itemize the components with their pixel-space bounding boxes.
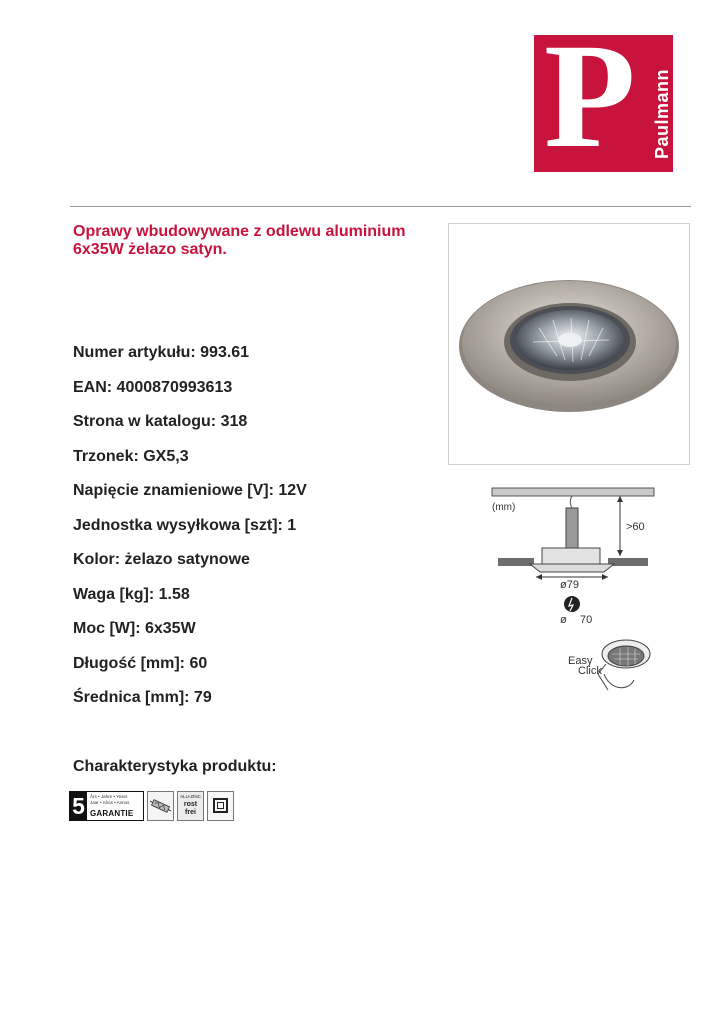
spec-diameter: Średnica [mm]: 79: [73, 689, 212, 706]
protection-class-badge: [207, 791, 234, 821]
unit-label: (mm): [492, 502, 516, 513]
cutout-symbol: ø: [560, 614, 567, 626]
spec-socket: Trzonek: GX5,3: [73, 447, 189, 465]
characteristics-heading: Charakterystyka produktu:: [73, 758, 277, 775]
spec-ean: EAN: 4000870993613: [73, 378, 233, 396]
product-title-line1: Oprawy wbudowywane z odlewu aluminium: [73, 223, 406, 240]
halogen-lamp-badge: [147, 791, 174, 821]
technical-drawing: [448, 478, 690, 704]
alu-zinc-badge: [177, 791, 204, 821]
downlight-image: [449, 224, 689, 464]
guarantee-years-line1: Års • Jahre • Years: [90, 794, 128, 799]
alu-zinc-label: ALU-ZINC: [180, 794, 201, 799]
guarantee-years-line2: Jaar • Ahos • Annos: [90, 800, 130, 805]
product-title-line2: 6x35W żelazo satyn.: [73, 241, 227, 258]
logo-brand-name: Paulmann: [652, 68, 672, 159]
spec-weight: Waga [kg]: 1.58: [73, 585, 190, 603]
spec-catalog-page: Strona w katalogu: 318: [73, 413, 248, 430]
spec-list: [73, 343, 307, 723]
diameter-label: ø79: [560, 579, 579, 591]
product-photo: [448, 223, 690, 465]
height-label: >60: [626, 521, 645, 533]
spec-voltage: Napięcie znamieniowe [V]: 12V: [73, 482, 307, 499]
header-divider: [70, 206, 691, 207]
rost-label: rost: [183, 801, 198, 808]
spec-article-number: Numer artykułu: 993.61: [73, 344, 250, 361]
spec-length: Długość [mm]: 60: [73, 654, 208, 672]
halogen-lamp-icon: [148, 792, 173, 820]
frei-label: frei: [185, 809, 196, 816]
cutout-label: 70: [580, 614, 593, 626]
paulmann-logo: [534, 13, 673, 179]
guarantee-word: GARANTIE: [90, 809, 134, 818]
logo-letter: P: [544, 13, 636, 179]
dimension-drawing: [448, 478, 690, 704]
guarantee-badge: [69, 791, 144, 821]
click-label: Click: [578, 665, 602, 677]
spec-shipping-unit: Jednostka wysyłkowa [szt]: 1: [73, 516, 297, 534]
guarantee-number: 5: [70, 792, 87, 820]
spec-color: Kolor: żelazo satynowe: [73, 551, 250, 568]
product-title: [73, 223, 443, 259]
spec-power: Moc [W]: 6x35W: [73, 620, 196, 637]
easy-label: Easy: [568, 655, 593, 667]
